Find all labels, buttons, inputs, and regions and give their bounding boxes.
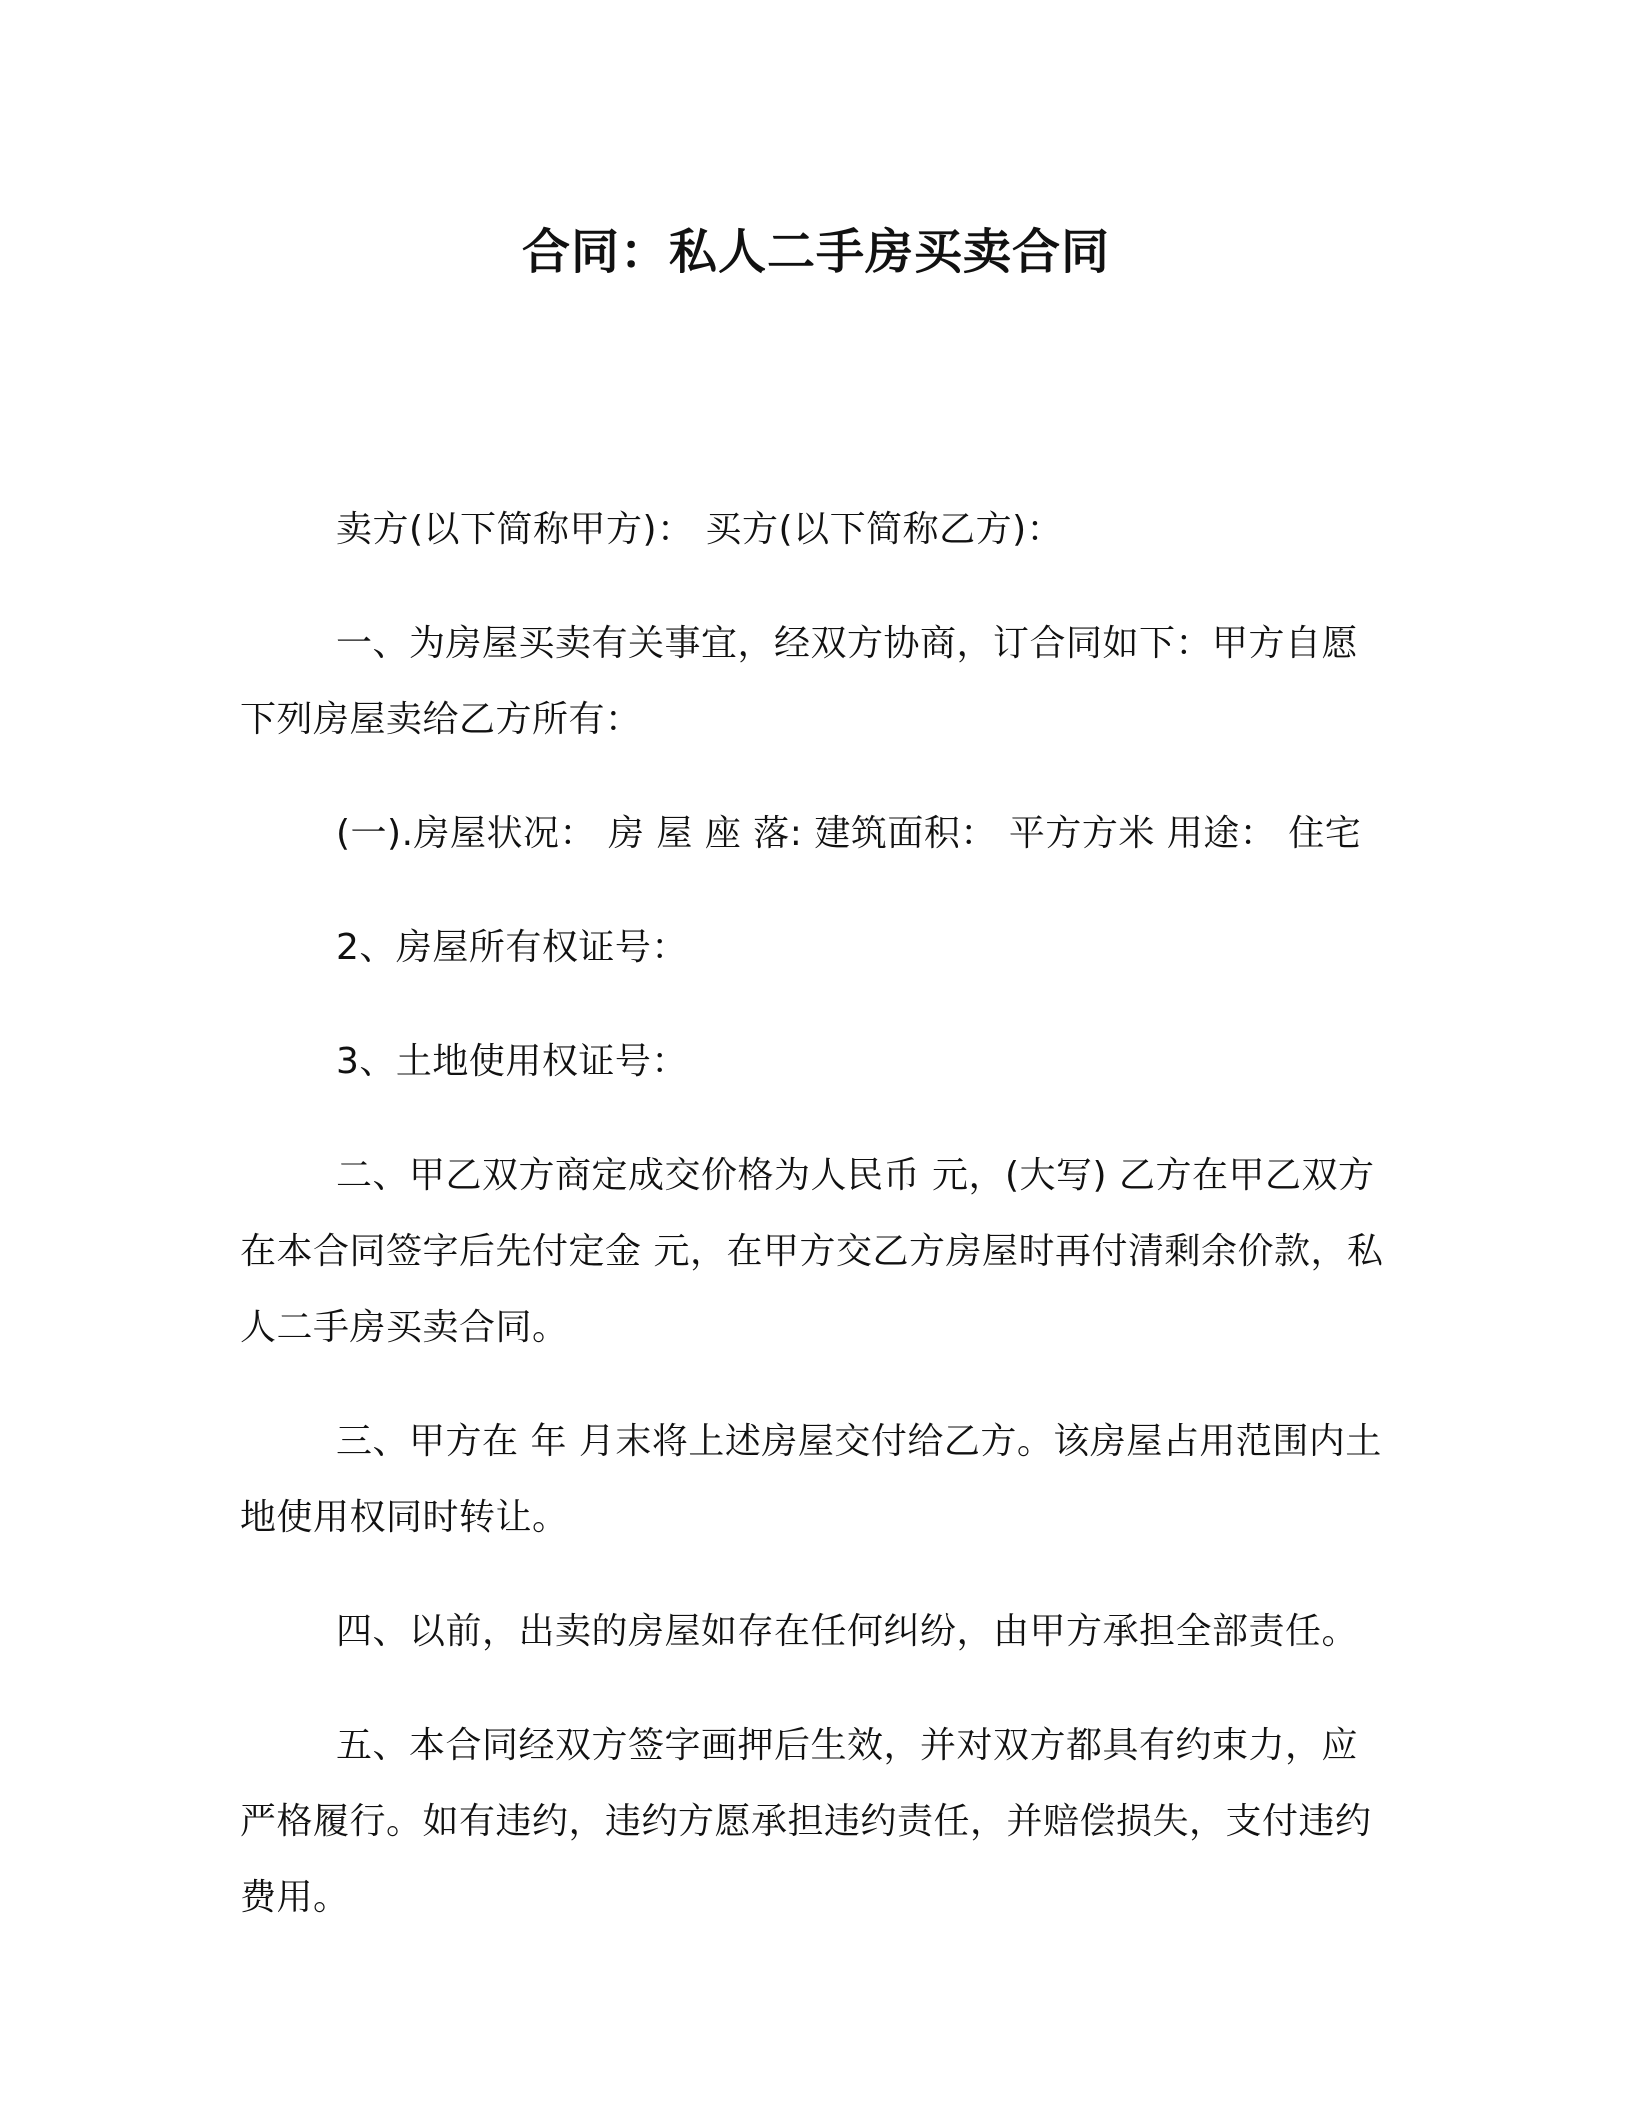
- house-status-paragraph: (一).房屋状况： 房 屋 座 落: 建筑面积： 平方方米 用途： 住宅: [336, 813, 1362, 854]
- clause-5-paragraph: 五、本合同经双方签字画押后生效，并对双方都具有约束力，应严格履行。如有违约，违约方愿承担违约责任，并赔偿损失，支付违约费用。: [240, 1725, 1372, 1918]
- land-use-cert-paragraph: 3、土地使用权证号：: [336, 1041, 688, 1082]
- document-title: 合同：私人二手房买卖合同: [521, 224, 1110, 280]
- clause-3-paragraph: 三、甲方在 年 月末将上述房屋交付给乙方。该房屋占用范围内土地使用权同时转让。: [240, 1421, 1382, 1538]
- ownership-cert-paragraph: 2、房屋所有权证号：: [336, 927, 688, 968]
- document-body: [240, 492, 1390, 1974]
- clause-2-paragraph: 二、甲乙双方商定成交价格为人民币 元，(大写) 乙方在甲乙双方在本合同签字后先付定金 元，在甲方交乙方房屋时再付清剩余价款，私人二手房买卖合同。: [240, 1155, 1384, 1348]
- clause-4-paragraph: 四、以前，出卖的房屋如存在任何纠纷，由甲方承担全部责任。: [336, 1611, 1359, 1652]
- parties-paragraph: 卖方(以下简称甲方)： 买方(以下简称乙方)：: [336, 509, 1064, 550]
- clause-1-paragraph: 一、为房屋买卖有关事宜，经双方协商，订合同如下：甲方自愿下列房屋卖给乙方所有：: [240, 623, 1359, 740]
